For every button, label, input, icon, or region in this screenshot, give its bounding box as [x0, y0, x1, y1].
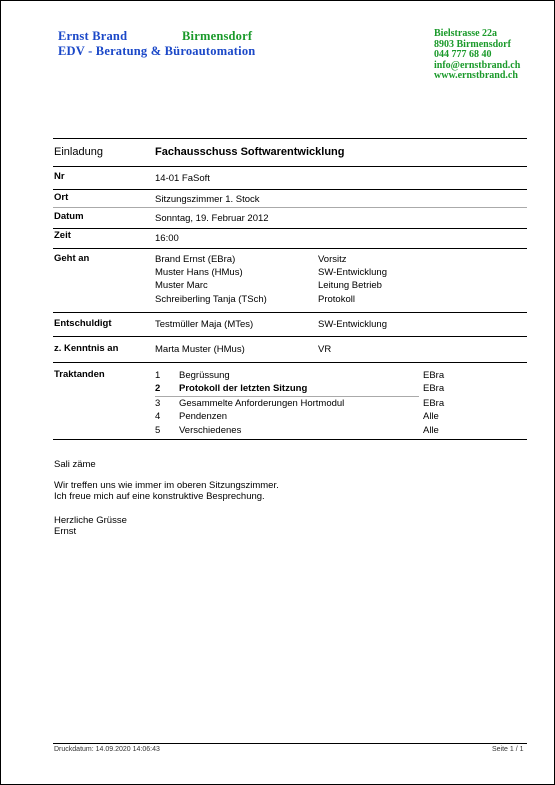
agenda-title: Pendenzen	[179, 411, 228, 422]
divider	[53, 138, 527, 139]
agenda-owner: EBra	[423, 383, 445, 394]
agenda-owner: Alle	[423, 425, 439, 436]
excused-role: SW-Entwicklung	[318, 319, 387, 330]
nr-label: Nr	[54, 171, 65, 182]
recipient-role: Leitung Betrieb	[318, 280, 382, 291]
company-place: Birmensdorf	[182, 29, 253, 43]
agenda-number: 2	[155, 383, 161, 394]
agenda-owner: EBra	[423, 398, 445, 409]
agenda-number: 4	[155, 411, 161, 422]
divider	[53, 248, 527, 249]
ort-label: Ort	[54, 192, 69, 203]
recipient-name: Muster Marc	[155, 280, 208, 291]
agenda-number: 5	[155, 425, 161, 436]
divider	[53, 207, 527, 208]
divider	[53, 228, 527, 229]
divider	[53, 362, 527, 363]
address-phone: 044 777 68 40	[434, 49, 492, 60]
datum-value: Sonntag, 19. Februar 2012	[155, 213, 269, 224]
letterhead-title	[58, 29, 255, 59]
excused-name: Testmüller Maja (MTes)	[155, 319, 254, 330]
nr-value: 14-01 FaSoft	[155, 173, 210, 184]
cc-name: Marta Muster (HMus)	[155, 344, 245, 355]
traktanden-label: Traktanden	[54, 369, 105, 380]
agenda-title: Protokoll der letzten Sitzung	[179, 383, 308, 394]
recipient-role: Vorsitz	[318, 254, 347, 265]
kenntnis-label: z. Kenntnis an	[54, 343, 119, 354]
divider	[53, 439, 527, 440]
divider	[155, 396, 419, 397]
greeting: Sali zäme	[54, 459, 96, 470]
meeting-title: Fachausschuss Softwarentwicklung	[155, 146, 345, 158]
footer-divider	[53, 743, 527, 744]
signature: Ernst	[54, 526, 77, 537]
geht-an-label: Geht an	[54, 253, 90, 264]
zeit-value: 16:00	[155, 233, 179, 244]
recipient-role: Protokoll	[318, 294, 355, 305]
company-name: Ernst Brand	[58, 29, 128, 43]
address-web: www.ernstbrand.ch	[434, 70, 518, 81]
print-date: Druckdatum: 14.09.2020 14:06:43	[54, 746, 160, 753]
body-line: Ich freue mich auf eine konstruktive Besprechung.	[54, 491, 265, 502]
recipient-role: SW-Entwicklung	[318, 267, 387, 278]
entschuldigt-label: Entschuldigt	[54, 318, 112, 329]
letterhead-address	[434, 29, 520, 82]
recipient-name: Muster Hans (HMus)	[155, 267, 243, 278]
divider	[53, 312, 527, 313]
agenda-title: Gesammelte Anforderungen Hortmodul	[179, 398, 345, 409]
address-street: Bielstrasse 22a	[434, 28, 498, 39]
agenda-owner: EBra	[423, 370, 445, 381]
agenda-title: Verschiedenes	[179, 425, 242, 436]
agenda-number: 3	[155, 398, 161, 409]
divider	[53, 166, 527, 167]
divider	[53, 189, 527, 190]
recipient-name: Schreiberling Tanja (TSch)	[155, 294, 267, 305]
ort-value: Sitzungszimmer 1. Stock	[155, 194, 260, 205]
address-email: info@ernstbrand.ch	[434, 59, 521, 71]
address-city: 8903 Birmensdorf	[434, 38, 511, 50]
agenda-title: Begrüssung	[179, 370, 230, 381]
agenda-owner: Alle	[423, 411, 439, 422]
agenda-number: 1	[155, 370, 161, 381]
closing: Herzliche Grüsse	[54, 515, 127, 526]
datum-label: Datum	[54, 211, 84, 222]
divider	[53, 336, 527, 337]
recipient-name: Brand Ernst (EBra)	[155, 254, 236, 265]
body-line: Wir treffen uns wie immer im oberen Sitzungszimmer.	[54, 480, 279, 491]
cc-role: VR	[318, 344, 332, 355]
company-tagline: EDV - Beratung & Büroautomation	[58, 44, 256, 58]
page-number: Seite 1 / 1	[492, 746, 524, 753]
zeit-label: Zeit	[54, 230, 71, 241]
einladung-label: Einladung	[54, 146, 103, 158]
